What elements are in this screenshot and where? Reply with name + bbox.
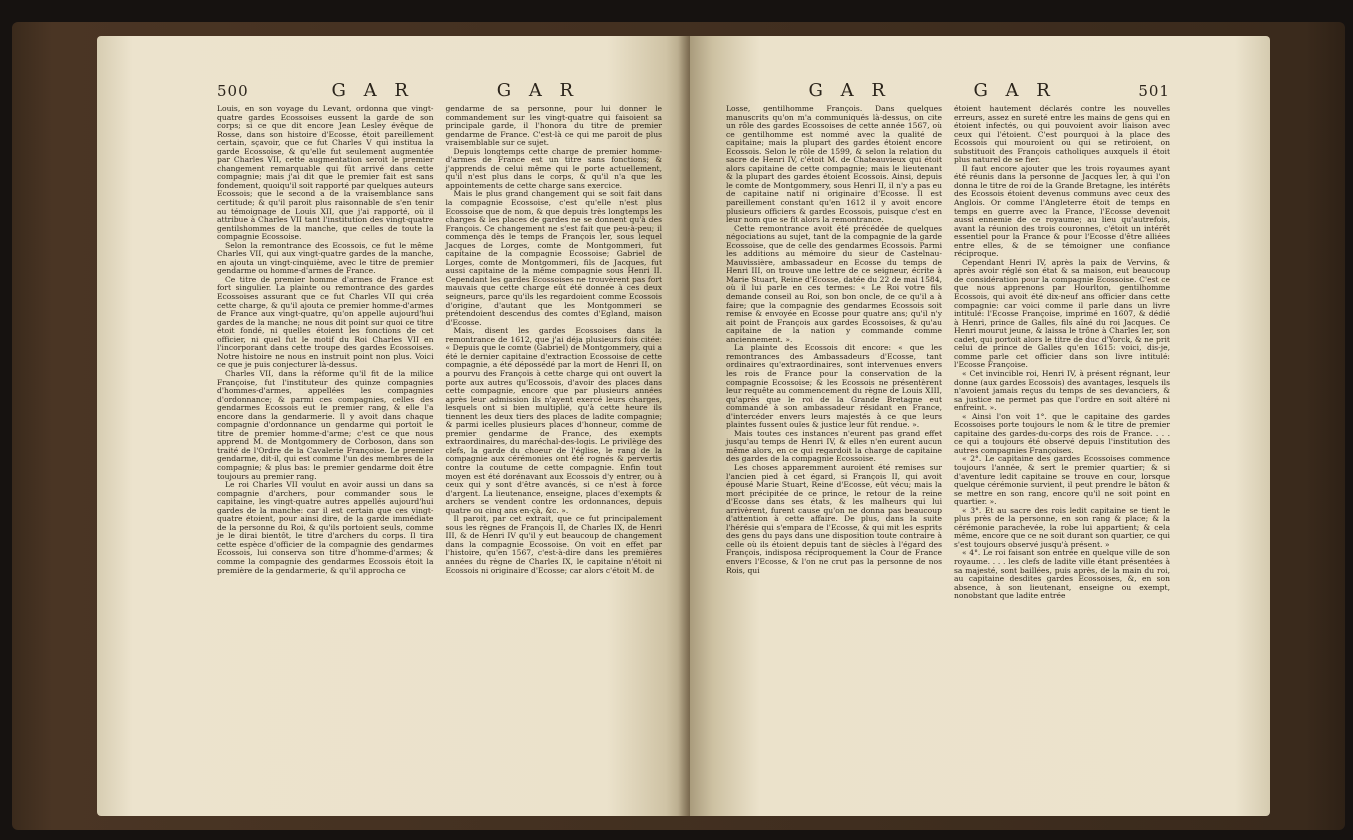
- left-running-title-2: G A R: [496, 80, 580, 101]
- paragraph: étoient hautement déclarés contre les nouvelles erreurs, assez en sureté entre les mains de gens qui en étoient infectés, ou qui pouvoient avoir liaison avec ceux qui l'étoient. C'est pourquoi à la place des Ecossois qui mouroient ou qui se retiroient, on substituoit des François catholiques auxquels il étoit plus naturel de se fier.: [954, 104, 1170, 165]
- paragraph: Mais toutes ces instances n'eurent pas grand effet jusqu'au temps de Henri IV, & elles n'en eurent aucun même alors, en ce qui regardoit la charge de capitaine des gardes de la compagnie Ecossoise.: [726, 428, 942, 464]
- right-running-title-1: G A R: [808, 80, 891, 101]
- right-running-head: [726, 80, 1170, 101]
- paragraph: Cette remontrance avoit été précédée de quelques négociations au sujet, tant de la compagnie de la garde Ecossoise, que de celle des gendarmes Ecossois. Parmi les additions au mémoire du sieur de Castelnau-Mauvissière, ambassadeur en Ecosse du temps de Henri III, on trouve une lettre de ce seigneur, écrite à Marie Stuart, Reine d'Ecosse, datée du 22 de mai 1584, où il lui parle en ces termes: « Le Roi votre fils demande conseil au Roi, son bon oncle, de ce qu'il a à faire; que la compagnie des gendarmes Ecossois soit remise & envoyée en Ecosse pour quatre ans; qu'il n'y ait point de François aux gardes Ecossoises, & qu'au capitaine de la nation y commande comme anciennement. ».: [726, 223, 942, 344]
- paragraph: Mais, disent les gardes Ecossoises dans la remontrance de 1612, que j'ai déja plusieurs fois citée: « Depuis que le comte (Gabriel) de Montgommery, qui a été le dernier capitaine d'extraction Ecossoise de cette compagnie, a été dépossédé par la mort de Henri II, on a pourvu des François à cette charge qui ont ouvert la porte aux autres qu'Ecossois, d'avoir des places dans cette compagnie, encore que par plusieurs années après leur admission ils n'ayent exercé leurs charges, lesquels ont si bien multiplié, qu'à cette heure ils tiennent les deux tiers des places de ladite compagnie; & parmi icelles plusieurs places d'honneur, comme de premier gendarme de France, des exempts extraordinaires, du maréchal-des-logis. Le privilège des clefs, la garde du choeur de l'église, le rang de la compagnie aux cérémonies ont été rognés & pervertis contre la coutume de cette compagnie. Enfin tout moyen est été dorénavant aux Ecossois d'y entrer, ou à ceux qui y sont d'être avancés, si ce n'est à force d'argent. La lieutenance, enseigne, places d'exempts & archers se vendent contre les ordonnances, depuis quatre ou cinq ans en-çà, &c. ».: [445, 326, 662, 515]
- paragraph: « 3°. Et au sacre des rois ledit capitaine se tient le plus près de la personne, en son rang & place; & la cérémonie parachevée, la robe lui appartient; & cela même, encore que ce ne soit durant son quartier, ce qui s'est toujours observé jusqu'à présent. »: [954, 505, 1170, 549]
- left-running-title-1: G A R: [331, 80, 414, 101]
- right-page: [690, 36, 1270, 816]
- paragraph: « Cet invincible roi, Henri IV, à présent régnant, leur donne (aux gardes Ecossois) des avantages, lesquels ils n'avoient jamais reçus du temps de ses devanciers, & sa justice ne permet pas que l'ordre en soit altéré ni enfreint. ».: [954, 368, 1170, 413]
- paragraph: Mais le plus grand changement qui se soit fait dans la compagnie Ecossoise, c'est qu'elle n'est plus Ecossoise que de nom, & que depuis très longtemps les charges & les places de gardes ne se donnent qu'à des François. Ce changement ne s'est fait que peu-à-peu; il commença dès le temps de François Ier, sous lequel Jacques de Lorges, comte de Montgommeri, fut capitaine de la compagnie Ecossoise; Gabriel de Lorges, comte de Montgommeri, fils de Jacques, fut aussi capitaine de la même compagnie sous Henri II. Cependant les gardes Ecossoises ne trouvèrent pas fort mauvais que cette charge eût été donnée à ces deux seigneurs, parce qu'ils les regardoient comme Ecossois d'origine, d'autant que les Montgommeri se prétendoient descendus des comtes d'Egland, maison d'Ecosse.: [445, 189, 662, 327]
- paragraph: La plainte des Ecossois dit encore: « que les remontrances des Ambassadeurs d'Ecosse, tant ordinaires qu'extraordinaires, sont intervenues envers les rois de France pour la conservation de la compagnie Ecossoise; & les Ecossois ne présentèrent leur requête au commencement du règne de Louis XIII, qu'après que le roi de la Grande Bretagne eut commandé à son ambassadeur résidant en France, d'intercéder envers leurs majestés à ce que leurs plaintes fussent ouïes & justice leur fût rendue. ».: [726, 343, 942, 430]
- paragraph: Charles VII, dans la réforme qu'il fit de la milice Françoise, fut l'instituteur des quinze compagnies d'hommes-d'armes, appellées les compagnies d'ordonnance; & parmi ces compagnies, celles des gendarmes Ecossois eut le premier rang, & elle l'a encore dans la gendarmerie. Il y avoit dans chaque compagnie d'ordonnance un gendarme qui portoit le titre de premier homme-d'arme; c'est ce que nous apprend M. de Montgommery de Corboson, dans son traité de l'Ordre de la Cavalerie Françoise. Le premier gendarme, dit-il, qui est comme l'un des membres de la compagnie; & plus bas: le premier gendarme doit être toujours au premier rang.: [217, 368, 434, 481]
- right-column-2: [954, 105, 1170, 601]
- left-page: [97, 36, 690, 816]
- paragraph: Louis, en son voyage du Levant, ordonna que vingt-quatre gardes Ecossoises eussent la garde de son corps; si ce que dit encore Jean Lesley évêque de Rosse, dans son histoire d'Ecosse, étoit pareillement certain, sçavoir, que ce fut Charles V qui institua la garde Ecossoise, & qu'elle fut seulement augmentée par Charles VII, cette augmentation seroit le premier changement remarquable qui fût arrivé dans cette compagnie; mais j'ai dit que le premier fait est sans fondement, quoiqu'il soit rapporté par quelques auteurs Ecossois; que le second a de la vraisemblance sans certitude; & qu'il paroit plus raisonnable de s'en tenir au témoignage de Louis XII, que j'ai rapporté, où il attribue à Charles VII tant l'institution des vingt-quatre gentilshommes de la manche, que celles de toute la compagnie Ecossoise.: [217, 104, 434, 242]
- paragraph: Cependant Henri IV, après la paix de Vervins, & après avoir réglé son état & sa maison, eut beaucoup de considération pour la compagnie Ecossoise. C'est ce que nous apprenons par Hourlton, gentilhomme Ecossois, qui avoit été dix-neuf ans officier dans cette compagnie: car voici comme il parle dans un livre intitulé: l'Ecosse Françoise, imprimé en 1607, & dédié à Henri, prince de Galles, fils aîné du roi Jacques. Ce Henri mourut jeune, & laissa le trône à Charles Ier, son cadet, qui portoit alors le titre de duc d'Yorck, & ne prit celui de prince de Galles qu'en 1615: voici, dis-je, comme parle cet officier dans son livre intitulé: l'Ecosse Françoise.: [954, 257, 1170, 370]
- left-page-number: 500: [217, 82, 249, 100]
- right-running-title-2: G A R: [973, 80, 1056, 101]
- paragraph: « 2°. Le capitaine des gardes Ecossoises commence toujours l'année, & sert le premier quartier; & si d'aventure ledit capitaine se trouve en cour, lorsque quelque cérémonie survient, il peut prendre le bâton & se mettre en son rang, encore qu'il ne soit point en quartier. ».: [954, 454, 1170, 507]
- paragraph: « Ainsi l'on voit 1°. que le capitaine des gardes Ecossoises porte toujours le nom & le titre de premier capitaine des gardes-du-corps des rois de France. . . . ce qui a toujours été observé depuis l'institution des autres compagnies Françoises.: [954, 411, 1170, 455]
- right-column-1: [726, 105, 942, 601]
- paragraph: gendarme de sa personne, pour lui donner le commandement sur les vingt-quatre qui faisoient sa principale garde, il l'honora du titre de premier gendarme de France. C'est-là ce qui me paroit de plus vraisemblable sur ce sujet.: [445, 104, 662, 148]
- left-column-2: [446, 105, 663, 575]
- open-book: [12, 22, 1345, 830]
- right-page-number: 501: [1138, 82, 1170, 100]
- left-running-head: [217, 80, 662, 101]
- paragraph: Il paroit, par cet extrait, que ce fut principalement sous les règnes de François II, de Charles IX, de Henri III, & de Henri IV qu'il y eut beaucoup de changement dans la compagnie Ecossoise. On voit en effet par l'histoire, qu'en 1567, c'est-à-dire dans les premières années du règne de Charles IX, le capitaine n'étoit ni Ecossois ni originaire d'Ecosse; car alors c'étoit M. de: [445, 514, 662, 575]
- paragraph: Il faut encore ajouter que les trois royaumes ayant été réunis dans la personne de Jacques Ier, à qui l'on donna le titre de roi de la Grande Bretagne, les intérêts des Ecossois étoient devenus communs avec ceux des Anglois. Or comme l'Angleterre étoit de temps en temps en guerre avec la France, l'Ecosse devenoit aussi ennemie de ce royaume; au lieu qu'autrefois, avant la réunion des trois couronnes, c'étoit un intérêt essentiel pour la France & pour l'Ecosse d'être alliées entre elles, & de se témoigner une confiance réciproque.: [954, 163, 1170, 259]
- paragraph: « 4°. Le roi faisant son entrée en quelque ville de son royaume. . . . les clefs de ladite ville étant présentées à sa majesté, sont baillées, puis après, de la main du roi, au capitaine desdites gardes Ecossoises, &, en son absence, à son lieutenant, enseigne ou exempt, nonobstant que ladite entrée: [954, 548, 1170, 601]
- paragraph: Les choses apparemment auroient été remises sur l'ancien pied à cet égard, si François II, qui avoit épousé Marie Stuart, Reine d'Ecosse, eût vécu; mais la mort précipitée de ce prince, le retour de la reine d'Ecosse dans ses états, & les malheurs qui lui arrivèrent, furent cause qu'on ne donna pas beaucoup d'attention à cette affaire. De plus, dans la suite l'hérésie qui s'empara de l'Ecosse, & qui mit les esprits des gens du pays dans une disposition toute contraire à celle où ils étoient depuis tant de siècles à l'égard des François, indisposa réciproquement la Cour de France envers l'Ecosse, & l'on ne crut pas la personne de nos Rois, qui: [726, 462, 942, 575]
- paragraph: Ce titre de premier homme d'armes de France est fort singulier. La plainte ou remontrance des gardes Ecossoises assurant que ce fut Charles VII qui créa cette charge, & qu'il ajouta ce premier homme-d'armes de France aux vingt-quatre, qu'on appelle aujourd'hui gardes de la manche; ne nous dit point sur quoi ce titre étoit fondé, ni quelles étoient les fonctions de cet officier, ni quel fut le motif du Roi Charles VII en l'incorporant dans cette troupe des gardes Ecossoises. Notre histoire ne nous en instruit point non plus. Voici ce que je puis conjecturer là-dessus.: [217, 274, 434, 370]
- paragraph: Selon la remontrance des Ecossois, ce fut le même Charles VII, qui aux vingt-quatre gardes de la manche, en ajouta un vingt-cinquième, avec le titre de premier gendarme ou homme-d'armes de France.: [217, 240, 434, 276]
- left-column-1: [217, 105, 434, 575]
- paragraph: Depuis longtemps cette charge de premier homme-d'armes de France est un titre sans fonctions; & j'apprends de celui même qui le porte actuellement, qu'il n'est plus dans le corps, & qu'il n'a que les appointements de cette charge sans exercice.: [445, 146, 662, 190]
- paragraph: Losse, gentilhomme François. Dans quelques manuscrits qu'on m'a communiqués là-dessus, on cite un rôle des gardes Ecossoises de cette année 1567, où ce gentilhomme est nommé avec la qualité de capitaine; mais la plupart des gardes étoient encore Ecossois. Selon le rôle de 1599, & selon la relation du sacre de Henri IV, c'étoit M. de Chateauvieux qui étoit alors capitaine de cette compagnie; mais le lieutenant & la plupart des gardes étoient Ecossois. Ainsi, depuis le comte de Montgommery, sous Henri II, il n'y a pas eu de capitaine natif ni originaire d'Ecosse. Il est pareillement constant qu'en 1612 il y avoit encore plusieurs officiers & gardes Ecossois, puisque c'est en leur nom que se fit alors la remontrance.: [726, 104, 942, 225]
- paragraph: Le roi Charles VII voulut en avoir aussi un dans sa compagnie d'archers, pour commander sous le capitaine, les vingt-quatre autres appellés aujourd'hui gardes de la manche: car il est certain que ces vingt-quatre étoient, pour ainsi dire, de la garde immédiate de la personne du Roi, & qu'ils portoient seuls, comme je le dirai bientôt, le titre d'archers du corps. Il tira cette espèce d'officier de la compagnie des gendarmes Ecossois, lui conserva son titre d'homme-d'armes; & comme la compagnie des gendarmes Ecossois étoit la première de la gendarmerie, & qu'il approcha ce: [217, 480, 434, 575]
